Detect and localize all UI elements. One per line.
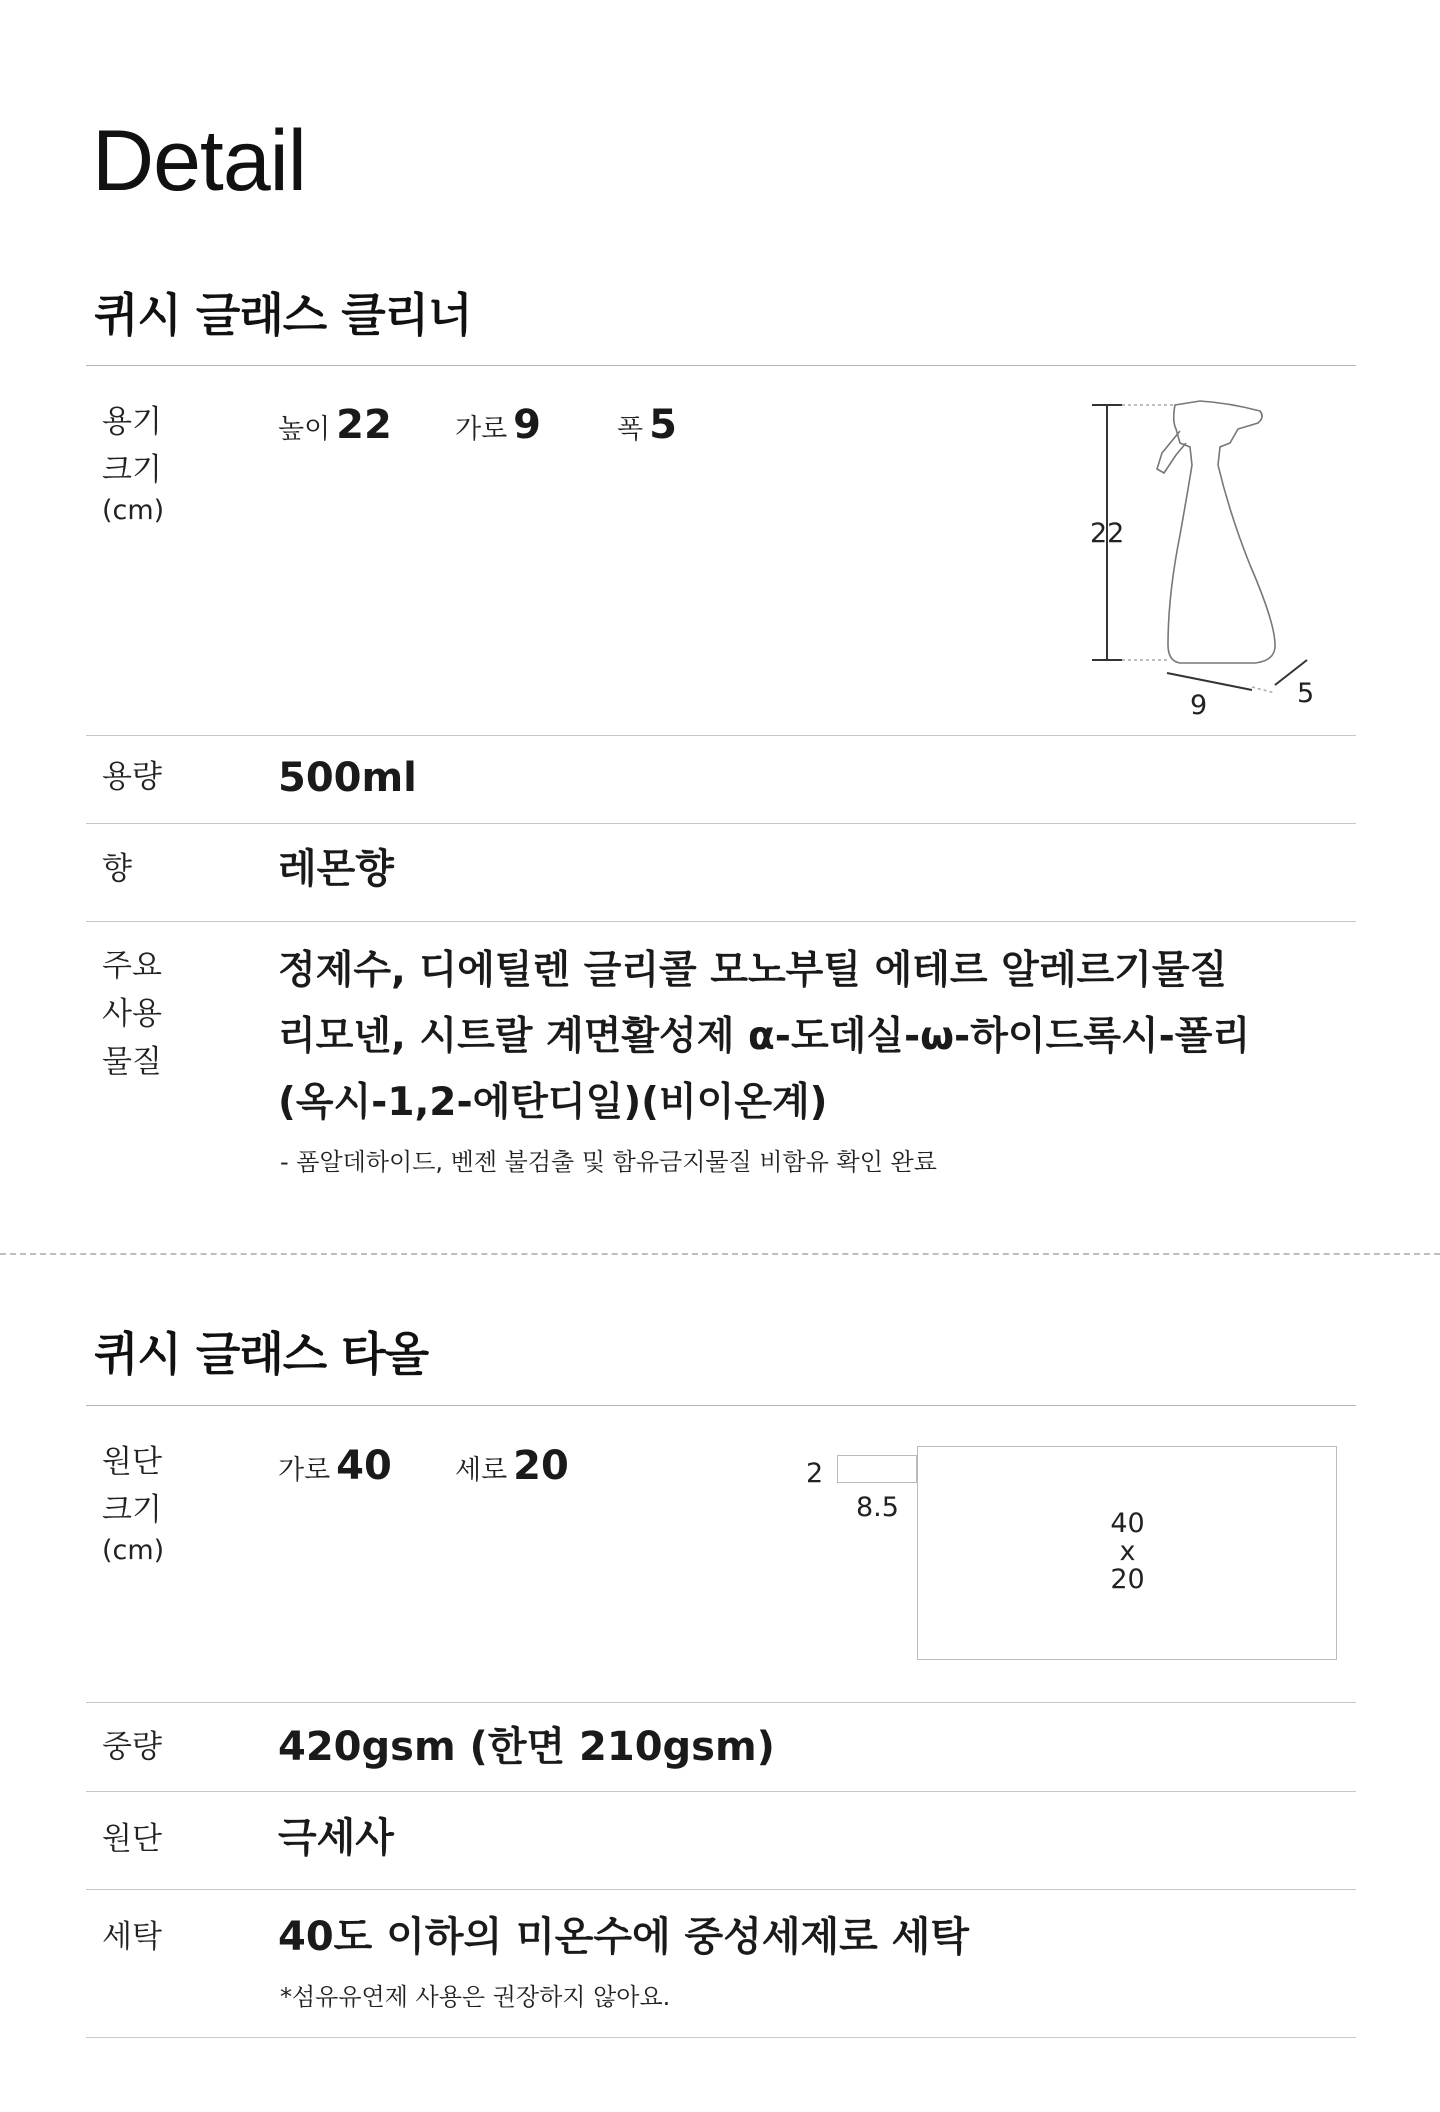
towel-width-key: 가로	[278, 1455, 331, 1486]
towel-small-width-label: 8.5	[856, 1492, 899, 1523]
towel-width-value: 40	[336, 1443, 392, 1489]
capacity-label: 용량	[102, 759, 162, 795]
diagram-width-label: 9	[1190, 690, 1208, 721]
divider	[86, 1702, 1356, 1703]
divider	[86, 365, 1356, 366]
fabric-value: 극세사	[278, 1815, 394, 1861]
divider	[86, 1889, 1356, 1890]
label-line: 용기	[102, 404, 162, 440]
height-key: 높이	[278, 414, 331, 445]
label-line: 주요	[102, 948, 162, 984]
divider	[86, 1405, 1356, 1406]
ingredients-note: - 폼알데하이드, 벤젠 불검출 및 함유금지물질 비함유 확인 완료	[280, 1148, 937, 1176]
divider	[86, 735, 1356, 736]
divider	[86, 921, 1356, 922]
ingredients-value	[278, 938, 1250, 1136]
fabric-label: 원단	[102, 1821, 162, 1857]
towel-small-rect	[837, 1455, 917, 1483]
scent-value: 레몬향	[278, 846, 394, 892]
towel-big-height-label: 20	[1110, 1564, 1145, 1595]
towel-width-dimension	[278, 1443, 392, 1489]
section-separator	[0, 1253, 1440, 1255]
weight-label: 중량	[102, 1729, 162, 1765]
height-value: 22	[336, 402, 392, 448]
width-dimension	[455, 402, 541, 448]
fabric-size-label	[102, 1438, 164, 1568]
depth-dimension	[617, 402, 677, 448]
cleaner-section-title: 퀴시 글래스 클리너	[94, 288, 472, 342]
towel-small-height-label: 2	[806, 1458, 824, 1489]
towel-big-x-label: x	[1119, 1536, 1136, 1567]
label-line: 원단	[102, 1444, 162, 1480]
label-line: 사용	[102, 996, 162, 1032]
label-line: 크기	[102, 1492, 162, 1528]
wash-note: *섬유유연제 사용은 권장하지 않아요.	[280, 1983, 671, 2011]
width-key: 가로	[455, 414, 508, 445]
ingredients-line: 리모넨, 시트랄 계면활성제 α-도데실-ω-하이드록시-폴리	[278, 1014, 1251, 1059]
label-unit: (cm)	[102, 495, 165, 526]
label-line: 물질	[102, 1044, 162, 1080]
divider	[86, 823, 1356, 824]
depth-value: 5	[649, 402, 677, 448]
ingredients-line: 정제수, 디에틸렌 글리콜 모노부틸 에테르 알레르기물질	[278, 948, 1228, 993]
diagram-height-label: 22	[1090, 518, 1125, 549]
towel-length-value: 20	[513, 1443, 569, 1489]
towel-length-dimension	[455, 1443, 569, 1489]
divider	[86, 1791, 1356, 1792]
spray-bottle-diagram	[1080, 395, 1340, 725]
divider	[86, 2037, 1356, 2038]
towel-length-key: 세로	[455, 1455, 508, 1486]
label-line: 크기	[102, 452, 162, 488]
page-title: Detail	[92, 113, 306, 209]
ingredients-line: (옥시-1,2-에탄디일)(비이온계)	[278, 1080, 828, 1125]
width-value: 9	[513, 402, 542, 448]
towel-big-rect-label	[1080, 1510, 1175, 1594]
towel-big-width-label: 40	[1110, 1508, 1145, 1539]
wash-label: 세탁	[102, 1919, 162, 1955]
scent-label: 향	[102, 851, 132, 887]
wash-value: 40도 이하의 미온수에 중성세제로 세탁	[278, 1914, 969, 1960]
towel-section-title: 퀴시 글래스 타올	[94, 1327, 429, 1381]
ingredients-label	[102, 942, 162, 1086]
depth-key: 폭	[617, 414, 644, 445]
diagram-depth-label: 5	[1297, 678, 1315, 709]
weight-value: 420gsm (한면 210gsm)	[278, 1724, 775, 1770]
container-size-label	[102, 398, 164, 528]
height-dimension	[278, 402, 392, 448]
label-unit: (cm)	[102, 1535, 165, 1566]
capacity-value: 500ml	[278, 755, 417, 801]
